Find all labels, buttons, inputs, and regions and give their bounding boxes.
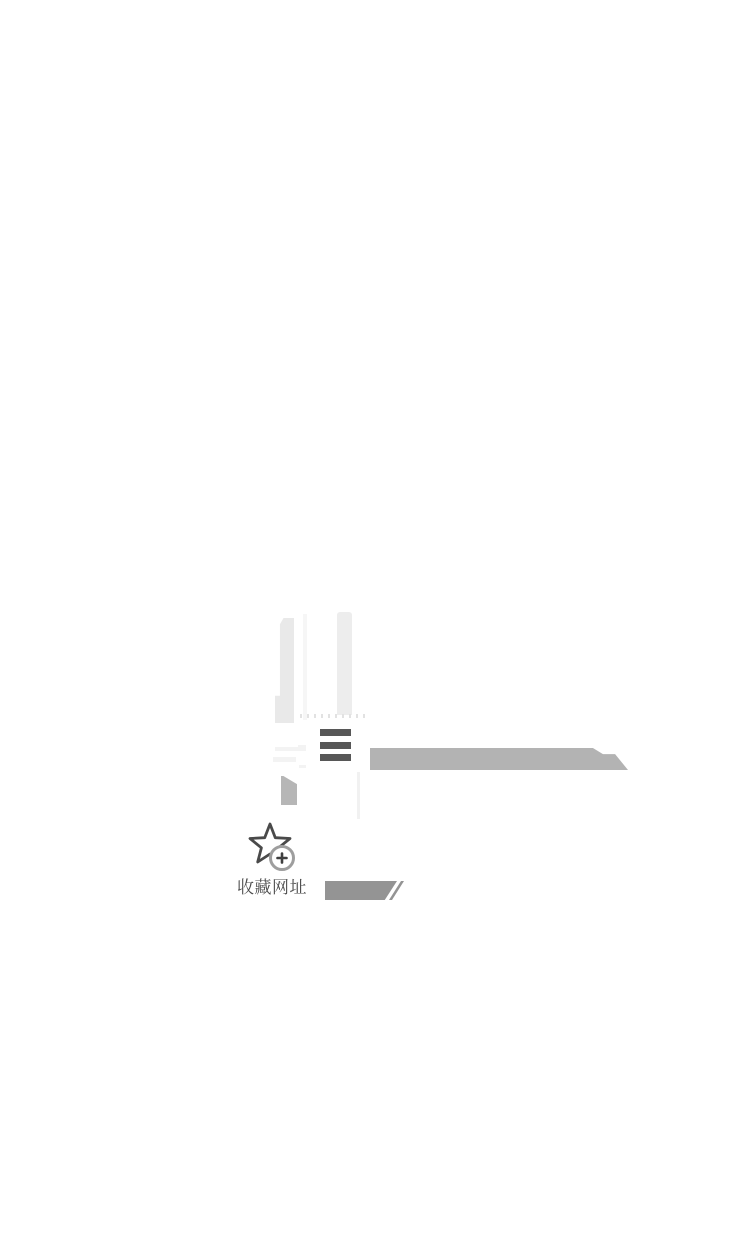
placeholder-column-right (337, 612, 352, 715)
placeholder-block (281, 776, 297, 805)
placeholder-title-ribbon (370, 748, 628, 770)
hamburger-bar (320, 754, 351, 761)
placeholder-column-left (275, 618, 294, 723)
placeholder-faint-mark (298, 745, 306, 748)
star-plus-icon (244, 820, 300, 874)
bookmark-site-label: 收藏网址 (237, 878, 307, 897)
hamburger-bar (320, 742, 351, 749)
hamburger-menu-icon[interactable] (320, 729, 351, 761)
placeholder-faint-mark (299, 765, 306, 768)
placeholder-slash-bar (325, 881, 397, 900)
bookmark-site-button[interactable] (232, 820, 312, 898)
placeholder-dotted-row (300, 714, 366, 718)
hamburger-bar (320, 729, 351, 736)
placeholder-column-middle (303, 614, 307, 720)
placeholder-vertical-line (357, 772, 360, 819)
placeholder-faint-stroke (273, 757, 296, 762)
